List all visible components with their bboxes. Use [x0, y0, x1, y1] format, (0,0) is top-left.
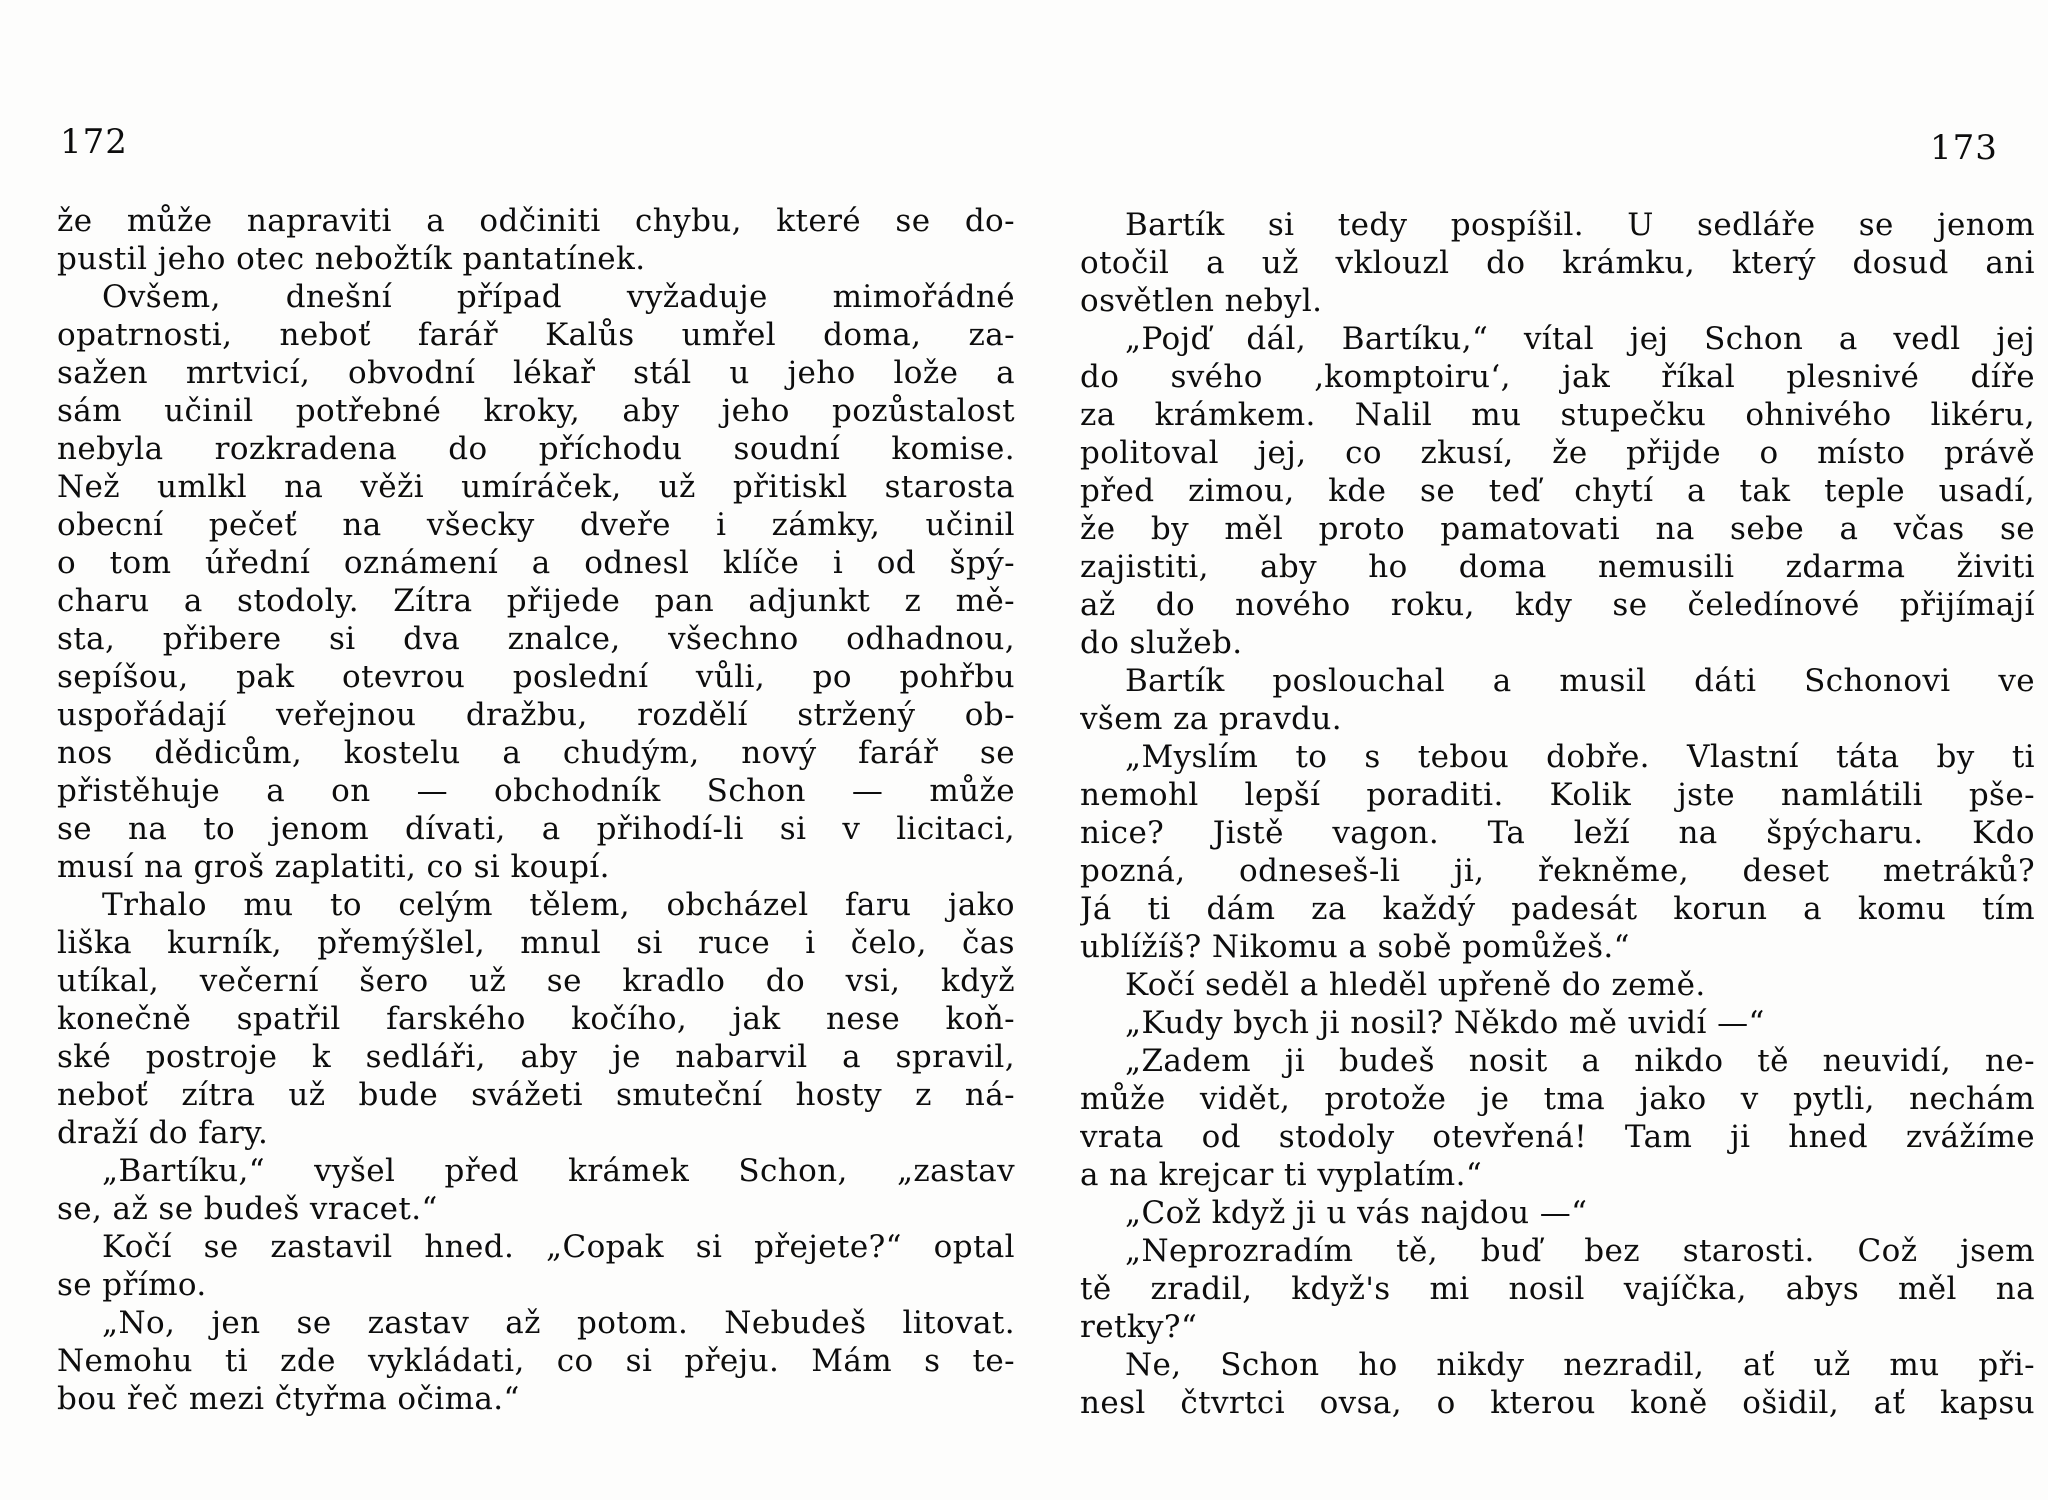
text-line: do svého ‚komptoiru‘, jak říkal plesnivé díře: [1080, 359, 2035, 395]
text-line: může vidět, protože je tma jako v pytli, nechám: [1080, 1081, 2035, 1117]
text-line: zajistiti, aby ho doma nemusili zdarma živiti: [1080, 549, 2035, 585]
text-line: o tom úřední oznámení a odnesl klíče i od špý-: [57, 545, 1015, 581]
text-line: pustil jeho otec nebožtík pantatínek.: [57, 241, 646, 277]
text-line: „Neprozradím tě, buď bez starosti. Což jsem: [1125, 1233, 2035, 1269]
text-line: Ovšem, dnešní případ vyžaduje mimořádné: [102, 279, 1015, 315]
text-line: retky?“: [1080, 1309, 1198, 1345]
text-line: Kočí se zastavil hned. „Copak si přejete?“ optal: [102, 1229, 1015, 1265]
text-line: utíkal, večerní šero už se kradlo do vsi, když: [57, 963, 1015, 999]
text-line: nemohl lepší poraditi. Kolik jste namlátili pše-: [1080, 777, 2035, 813]
text-line: „Kudy bych ji nosil? Někdo mě uvidí —“: [1125, 1005, 1765, 1041]
text-line: do služeb.: [1080, 625, 1243, 661]
text-line: Ne, Schon ho nikdy nezradil, ať už mu při-: [1125, 1347, 2035, 1383]
text-line: se na to jenom dívati, a přihodí-li si v licitaci,: [57, 811, 1015, 847]
text-line: se přímo.: [57, 1267, 207, 1303]
text-line: až do nového roku, kdy se čeledínové přijímají: [1080, 587, 2035, 623]
text-line: nesl čtvrtci ovsa, o kterou koně ošidil, ať kapsu: [1080, 1385, 2035, 1421]
text-line: bou řeč mezi čtyřma očima.“: [57, 1381, 520, 1417]
text-line: sám učinil potřebné kroky, aby jeho pozůstalost: [57, 393, 1015, 429]
text-line: „Zadem ji budeš nosit a nikdo tě neuvidí, ne-: [1125, 1043, 2035, 1079]
text-line: přistěhuje a on — obchodník Schon — může: [57, 773, 1015, 809]
text-line: sepíšou, pak otevrou poslední vůli, po pohřbu: [57, 659, 1015, 695]
text-line: a na krejcar ti vyplatím.“: [1080, 1157, 1483, 1193]
text-line: Trhalo mu to celým tělem, obcházel faru jako: [102, 887, 1015, 923]
text-line: Bartík poslouchal a musil dáti Schonovi ve: [1125, 663, 2035, 699]
text-line: politoval jej, co zkusí, že přijde o místo právě: [1080, 435, 2035, 471]
text-line: sta, přibere si dva znalce, všechno odhadnou,: [57, 621, 1015, 657]
text-line: pozná, odneseš-li ji, řekněme, deset metráků?: [1080, 853, 2035, 889]
text-line: vrata od stodoly otevřená! Tam ji hned zvážíme: [1080, 1119, 2035, 1155]
text-line: otočil a už vklouzl do krámku, který dosud ani: [1080, 245, 2035, 281]
text-line: před zimou, kde se teď chytí a tak teple usadí,: [1080, 473, 2035, 509]
text-line: obecní pečeť na všecky dveře i zámky, učinil: [57, 507, 1015, 543]
text-line: neboť zítra už bude svážeti smuteční hosty z ná-: [57, 1077, 1015, 1113]
text-line: se, až se budeš vracet.“: [57, 1191, 438, 1227]
text-line: musí na groš zaplatiti, co si koupí.: [57, 849, 610, 885]
text-line: Než umlkl na věži umíráček, už přitiskl starosta: [57, 469, 1015, 505]
text-line: liška kurník, přemýšlel, mnul si ruce i čelo, čas: [57, 925, 1015, 961]
right-page-text-column: [1080, 206, 2035, 1422]
text-line: draží do fary.: [57, 1115, 269, 1151]
text-line: „Pojď dál, Bartíku,“ vítal jej Schon a vedl jej: [1125, 321, 2035, 357]
text-line: nos dědicům, kostelu a chudým, nový farář se: [57, 735, 1015, 771]
text-line: Kočí seděl a hleděl upřeně do země.: [1125, 967, 1706, 1003]
text-line: „Bartíku,“ vyšel před krámek Schon, „zastav: [102, 1153, 1015, 1189]
text-line: ské postroje k sedláři, aby je nabarvil a spravil,: [57, 1039, 1015, 1075]
text-line: ublížíš? Nikomu a sobě pomůžeš.“: [1080, 929, 1630, 965]
text-line: osvětlen nebyl.: [1080, 283, 1323, 319]
text-line: za krámkem. Nalil mu stupečku ohnivého likéru,: [1080, 397, 2035, 433]
left-page-text-column: [57, 202, 1015, 1418]
text-line: nice? Jistě vagon. Ta leží na špýcharu. Kdo: [1080, 815, 2035, 851]
text-line: Nemohu ti zde vykládati, co si přeju. Mám s te-: [57, 1343, 1015, 1379]
text-line: konečně spatřil farského kočího, jak nese koň-: [57, 1001, 1015, 1037]
text-line: Já ti dám za každý padesát korun a komu tím: [1080, 891, 2035, 927]
text-line: sažen mrtvicí, obvodní lékař stál u jeho lože a: [57, 355, 1015, 391]
text-line: že by měl proto pamatovati na sebe a včas se: [1080, 511, 2035, 547]
text-line: „Což když ji u vás najdou —“: [1125, 1195, 1588, 1231]
text-line: Bartík si tedy pospíšil. U sedláře se jenom: [1125, 207, 2035, 243]
text-line: opatrnosti, neboť farář Kalůs umřel doma, za-: [57, 317, 1015, 353]
page-number-left: 172: [60, 122, 128, 162]
text-line: nebyla rozkradena do příchodu soudní komise.: [57, 431, 1015, 467]
text-line: charu a stodoly. Zítra přijede pan adjunkt z mě-: [57, 583, 1015, 619]
page-number-right: 173: [1930, 128, 1998, 168]
text-line: „No, jen se zastav až potom. Nebudeš litovat.: [102, 1305, 1015, 1341]
text-line: uspořádají veřejnou dražbu, rozdělí stržený ob-: [57, 697, 1015, 733]
text-line: že může napraviti a odčiniti chybu, které se do-: [57, 203, 1015, 239]
text-line: všem za pravdu.: [1080, 701, 1343, 737]
text-line: tě zradil, když's mi nosil vajíčka, abys měl na: [1080, 1271, 2035, 1307]
text-line: „Myslím to s tebou dobře. Vlastní táta by ti: [1125, 739, 2035, 775]
